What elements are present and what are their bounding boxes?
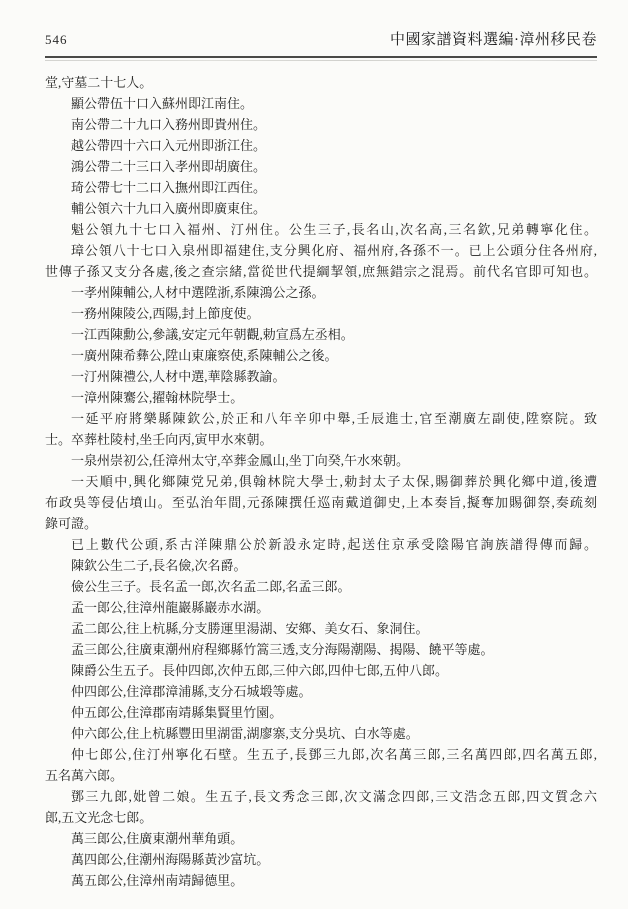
text-line: 一延平府將樂縣陳欽公,於正和八年辛卯中舉,壬辰進士,官至潮廣左副使,陞察院。致 (71, 411, 597, 426)
text-line: 錄可證。 (45, 516, 98, 531)
header-rule (45, 56, 597, 58)
text-line: 一江西陳勳公,參議,安定元年朝觀,勅宣爲左丞相。 (71, 327, 354, 342)
text-line: 一孝州陳輔公,人材中選陞浙,系陳鴻公之孫。 (71, 285, 325, 300)
text-line: 顯公帶伍十口入蘇州即江南住。 (71, 96, 254, 111)
text-line: 萬五郎公,住漳州南靖歸德里。 (71, 873, 244, 888)
text-line: 仲六郎公,住上杭縣豐田里湖雷,湖廖寨,支分吳坑、白水等處。 (71, 726, 419, 741)
page-header (45, 28, 597, 50)
text-line: 一廣州陳希彝公,陞山東廉察使,系陳輔公之後。 (71, 348, 338, 363)
text-line: 一泉州崇初公,任漳州太守,卒葬金鳳山,坐丁向癸,午水來朝。 (71, 453, 410, 468)
text-line: 陳欽公生二子,長名儉,次名爵。 (71, 558, 247, 573)
text-line: 世傳子孫又支分各處,後之查宗緒,當從世代提綱挈領,庶無錯宗之混焉。前代名官即可知也。 (45, 264, 597, 279)
text-line: 五名萬六郎。 (45, 768, 124, 783)
text-line: 孟一郎公,往漳州龍巖縣巖赤水湖。 (71, 600, 270, 615)
text-line: 一天順中,興化鄉陳党兄弟,俱翰林院大學士,勅封太子太保,賜御葬於興化鄉中道,後遭 (71, 474, 597, 489)
text-line: 一漳州陳騫公,擢翰林院學士。 (71, 390, 244, 405)
text-line: 已上數代公頭,系古洋陳鼎公於新設永定時,起送住京承受陰陽官詢族譜得傳而歸。 (71, 537, 597, 552)
text-line: 輔公領六十九口入廣州即廣東住。 (71, 201, 267, 216)
text-line: 一汀州陳禮公,人材中選,華陰縣教諭。 (71, 369, 286, 384)
text-line: 萬三郎公,住廣東潮州華角頭。 (71, 831, 244, 846)
text-line: 郎,五文光念七郎。 (45, 810, 153, 825)
text-line: 琦公帶七十二口入撫州即江西住。 (71, 180, 267, 195)
body-text (45, 72, 597, 891)
text-line: 越公帶四十六口入元州即浙江住。 (71, 138, 267, 153)
text-line: 璋公領八十七口入泉州即福建住,支分興化府、福州府,各孫不一。已上公頭分住各州府, (71, 243, 597, 258)
text-line: 仲七郎公,住汀州寧化石壁。生五子,長鄧三九郎,次名萬三郎,三名萬四郎,四名萬五郎, (71, 747, 597, 762)
page-inner (45, 28, 597, 891)
text-line: 士。卒葬杜陵村,坐壬向丙,寅甲水來朝。 (45, 432, 273, 447)
text-line: 堂,守墓二十七人。 (45, 75, 153, 90)
text-line: 布政吳等侵佔墳山。至弘治年間,元孫陳撰任巡南戴道御史,上本奏旨,擬奪加賜御祭,奏疏刻 (45, 495, 597, 510)
text-line: 儉公生三子。長名孟一郎,次名孟二郎,名孟三郎。 (71, 579, 351, 594)
text-line: 孟三郎公,往廣東潮州府程鄉縣竹篙三透,支分海陽潮陽、揭陽、饒平等處。 (71, 642, 494, 657)
text-line: 魁公領九十七口入福州、汀州住。公生三子,長名山,次名高,三名欽,兄弟轉寧化住。 (71, 222, 597, 237)
text-line: 陳爵公生五子。長仲四郎,次仲五郎,三仲六郎,四仲七郎,五仲八郎。 (71, 663, 449, 678)
text-line: 仲四郎公,住漳郡漳浦縣,支分石城塅等處。 (71, 684, 312, 699)
text-line: 仲五郎公,住漳郡南靖縣集賢里竹園。 (71, 705, 283, 720)
header-rule-echo (45, 60, 597, 61)
page-number: 546 (45, 32, 68, 47)
text-line: 南公帶二十九口入務州即貴州住。 (71, 117, 267, 132)
text-line: 萬四郎公,住潮州海陽縣黃沙富坑。 (71, 852, 270, 867)
text-line: 鄧三九郎,妣曾二娘。生五子,長文秀念三郎,次文滿念四郎,三文浩念五郎,四文質念六 (71, 789, 597, 804)
text-line: 孟二郎公,往上杭縣,分支勝運里湯湖、安鄉、美女石、象洞住。 (71, 621, 429, 636)
text-line: 鴻公帶二十三口入孝州即胡廣住。 (71, 159, 267, 174)
text-line: 一務州陳陵公,西陽,封上節度使。 (71, 306, 260, 321)
book-title: 中國家譜資料選編·漳州移民卷 (390, 32, 597, 48)
